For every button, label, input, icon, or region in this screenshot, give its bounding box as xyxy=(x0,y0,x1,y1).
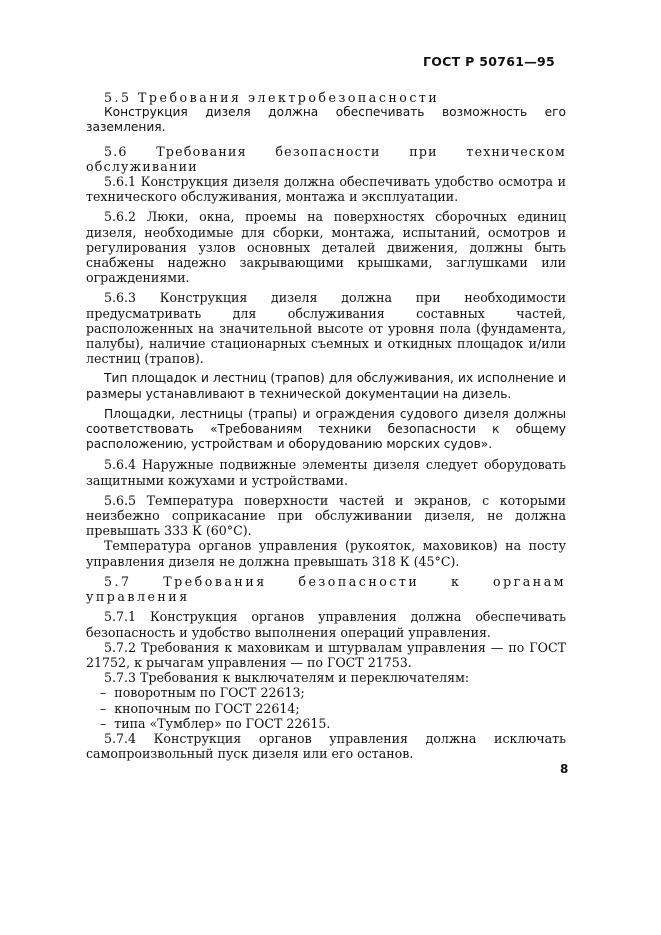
list-item: – типа «Тумблер» по ГОСТ 22615. xyxy=(100,715,331,731)
section-5-7-1: 5.7.1 Конструкция органов управления должна обеспечивать безопасность и удобство выполнения операций управления. xyxy=(86,609,566,640)
section-5-7-2: 5.7.2 Требования к маховикам и штурвалам управления — по ГОСТ 21752, к рычагам управления — по ГОСТ 21753. xyxy=(86,639,566,670)
section-5-6-5-controls: Температура органов управления (рукояток, маховиков) на посту управления дизеля не должна превышать 318 К (45°С). xyxy=(86,538,566,569)
switch-requirements-list xyxy=(86,685,566,731)
section-5-5-text: Конструкция дизеля должна обеспечивать возможность его заземления. xyxy=(86,105,566,135)
section-5-6-5: 5.6.5 Температура поверхности частей и экранов, с которыми неизбежно соприкасание при обслуживании дизеля, не должна превышать 333 К (60°С). xyxy=(86,492,566,539)
section-5-7-3: 5.7.3 Требования к выключателям и переключателям: xyxy=(104,670,470,686)
document-header: ГОСТ Р 50761—95 xyxy=(422,54,555,69)
section-5-7-4: 5.7.4 Конструкция органов управления должна исключать самопроизвольный пуск дизеля или его останов. xyxy=(86,730,566,762)
section-5-6-4: 5.6.4 Наружные подвижные элементы дизеля следует оборудовать защитными кожухами и устройствами. xyxy=(86,457,566,488)
section-5-5-heading: 5.5 Требования электробезопасности xyxy=(104,90,440,105)
page-number: 8 xyxy=(560,762,569,776)
list-item: – кнопочным по ГОСТ 22614; xyxy=(100,700,300,716)
section-5-6-3-type: Тип площадок и лестниц (трапов) для обслуживания, их исполнение и размеры устанавливают в технической документации на дизель. xyxy=(86,371,566,401)
section-5-6-1: 5.6.1 Конструкция дизеля должна обеспечивать удобство осмотра и технического обслуживания, монтажа и эксплуатации. xyxy=(86,174,566,205)
document-body xyxy=(86,90,566,761)
section-5-6-3-platforms: Площадки, лестницы (трапы) и ограждения судового дизеля должны соответствовать «Требованиям техники безопасности к общему расположению, устройствам и оборудованию морских судов». xyxy=(86,406,566,452)
section-5-6-3: 5.6.3 Конструкция дизеля должна при необходимости предусматривать для обслуживания составных частей, расположенных на значительной высоте от уровня пола (фундамента, палубы), наличие стационарных съемных и откидных площадок и/или лестниц (трапов). xyxy=(86,290,566,367)
list-item: – поворотным по ГОСТ 22613; xyxy=(100,685,305,701)
section-5-7-heading: 5.7 Требования безопасности к органам управления xyxy=(86,573,566,605)
section-5-6-heading: 5.6 Требования безопасности при техническом обслуживании xyxy=(86,143,566,174)
section-5-6-2: 5.6.2 Люки, окна, проемы на поверхностях сборочных единиц дизеля, необходимые для сборки, монтажа, испытаний, осмотров и регулирования узлов основных деталей движения, должны быть снабжены надежно закрывающими крышками, заглушками или ограждениями. xyxy=(86,209,566,286)
